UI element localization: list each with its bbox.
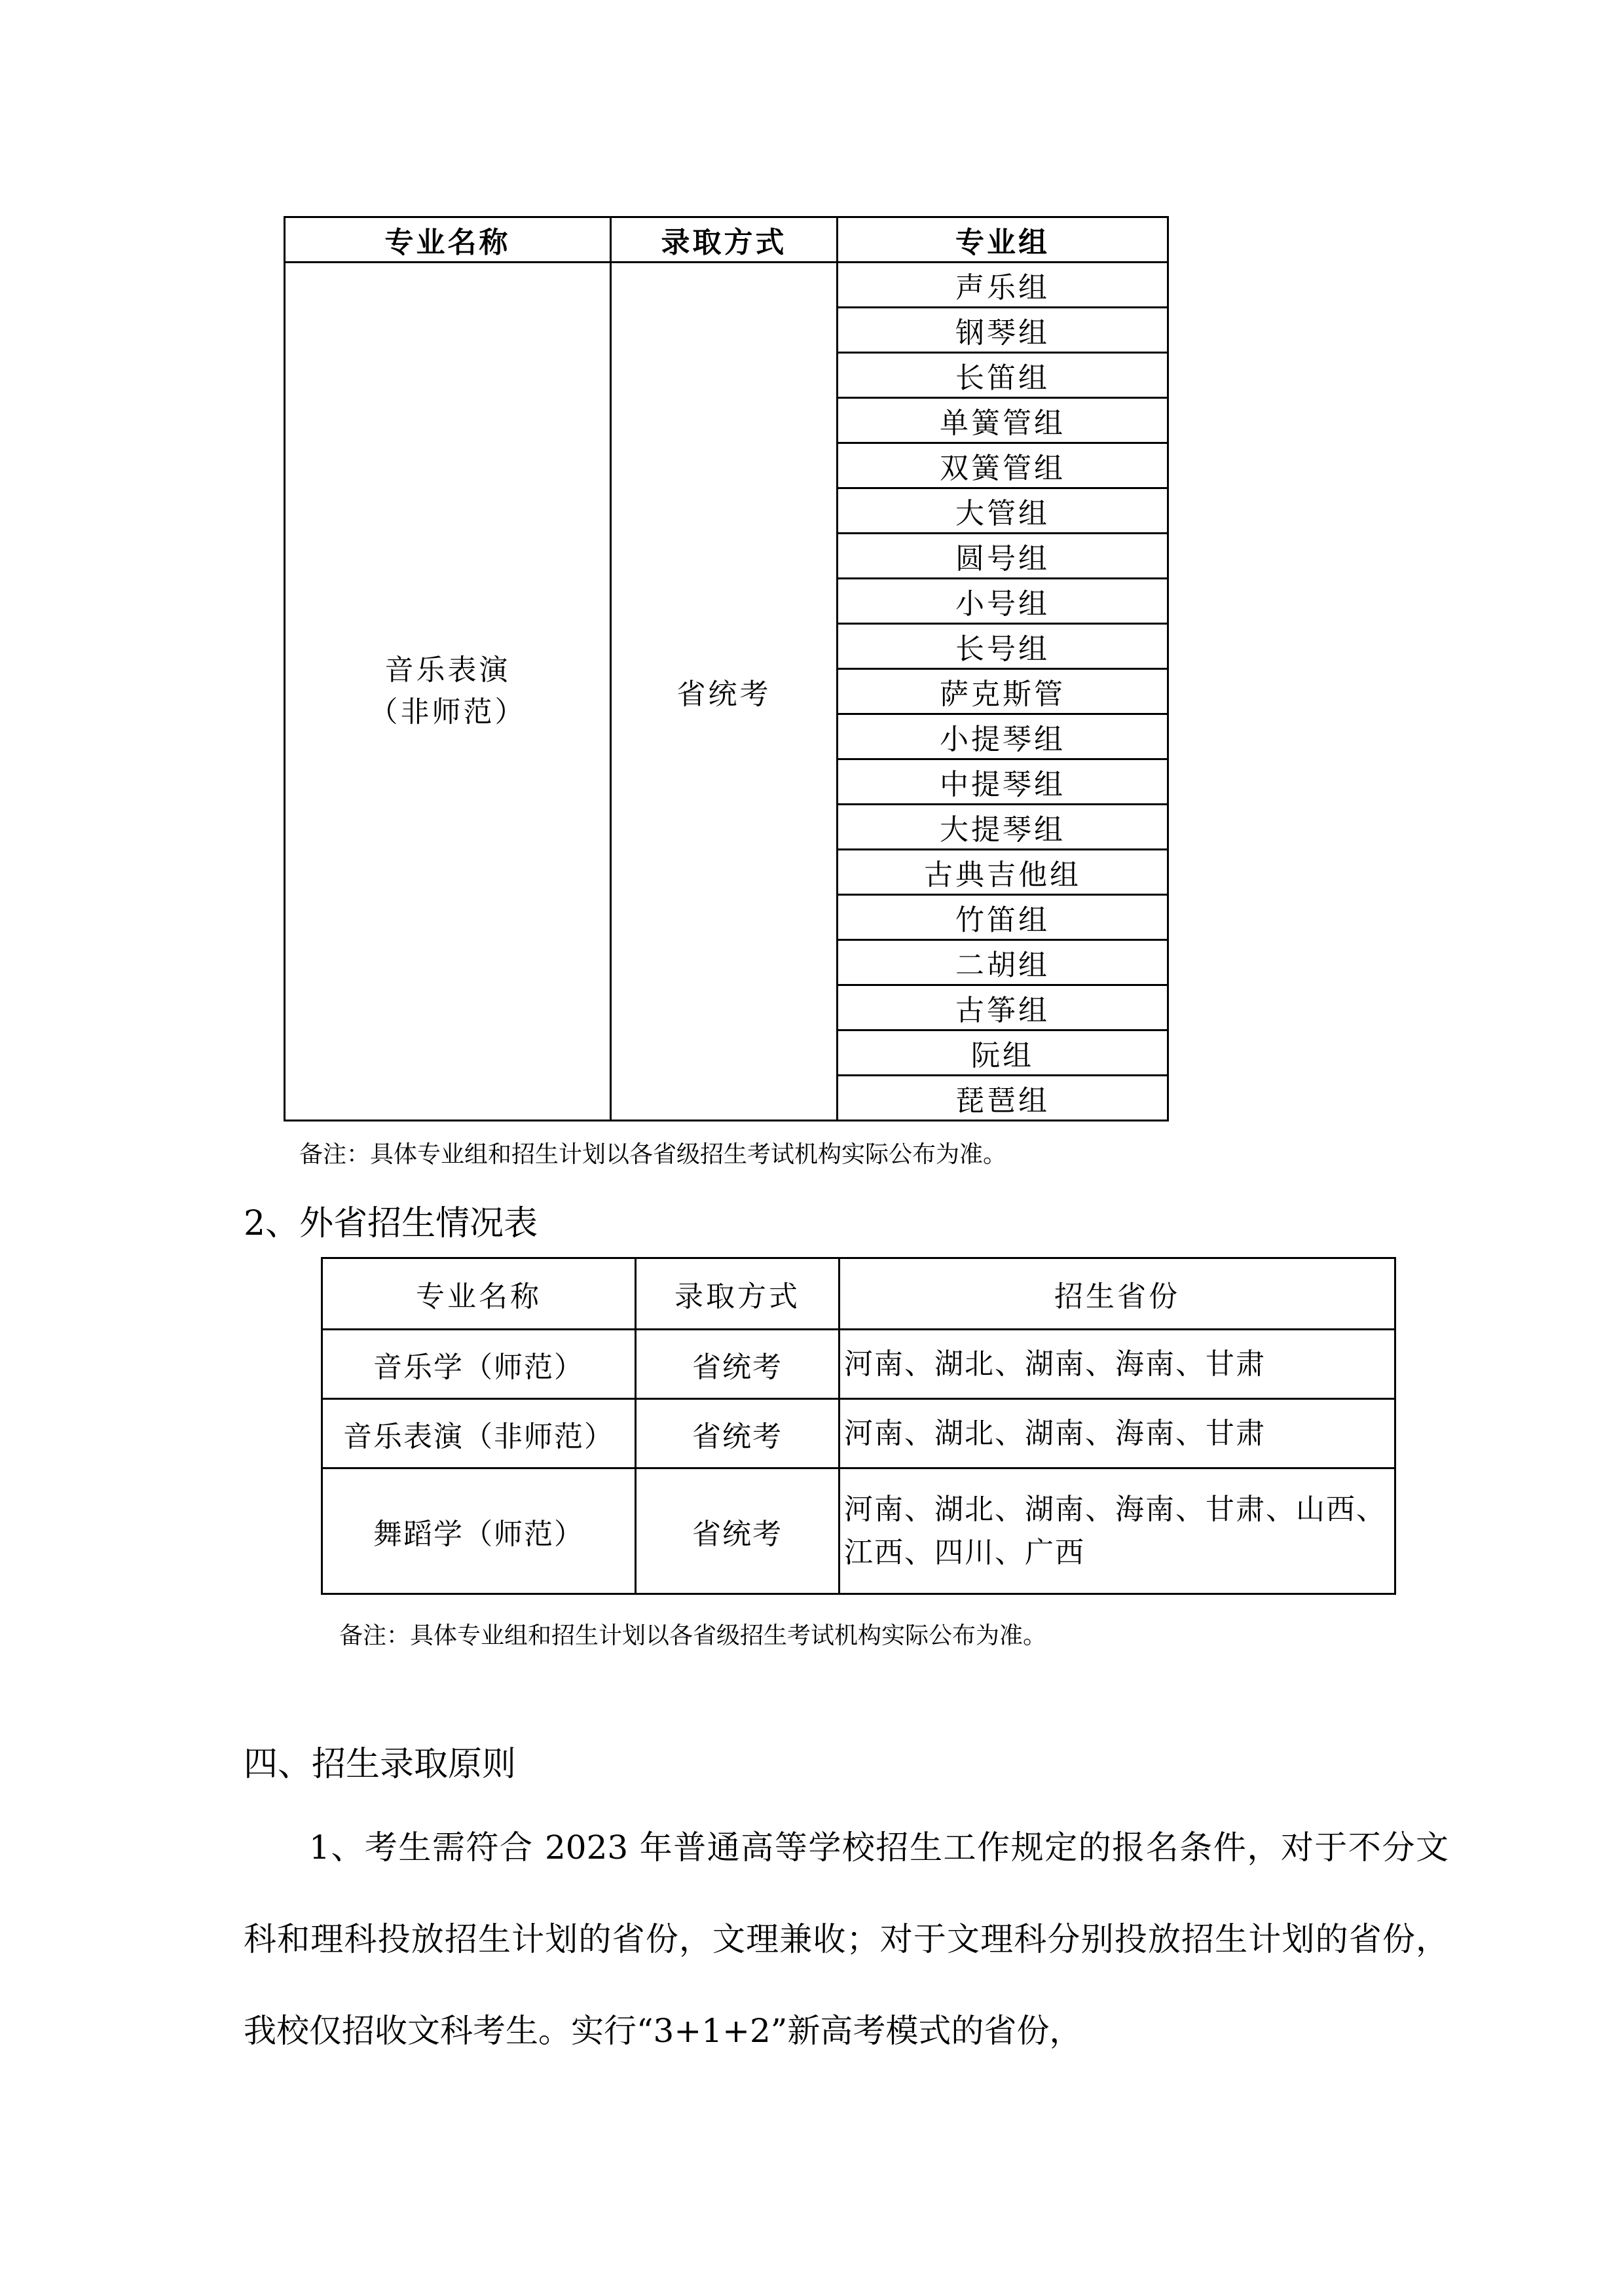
provinces-line-2: 江西、四川、广西 [844, 1535, 1085, 1569]
table1-header-group: 专业组 [838, 217, 1168, 263]
table1-group-cell: 钢琴组 [838, 308, 1168, 353]
table2-header-method: 录取方式 [636, 1258, 840, 1330]
table-row [322, 1399, 1395, 1468]
table1-group-cell: 小提琴组 [838, 714, 1168, 759]
table1-header-major: 专业名称 [285, 217, 611, 263]
table1-group-cell: 长笛组 [838, 353, 1168, 398]
table-row [285, 263, 1168, 308]
table1-major-name: 音乐表演 [384, 653, 511, 687]
table1-group-cell: 中提琴组 [838, 759, 1168, 805]
table2-provinces-cell: 河南、湖北、湖南、海南、甘肃 [840, 1399, 1395, 1468]
table1-body [285, 263, 1168, 1121]
table1-header-method: 录取方式 [611, 217, 838, 263]
table2-provinces-cell [840, 1468, 1395, 1594]
table2-method-cell: 省统考 [636, 1468, 840, 1594]
table1-group-cell: 声乐组 [838, 263, 1168, 308]
table1-major-cell [285, 263, 611, 1121]
table1-group-cell: 阮组 [838, 1030, 1168, 1076]
table1-group-cell: 琵琶组 [838, 1076, 1168, 1121]
table1-group-cell: 圆号组 [838, 534, 1168, 579]
table2-method-cell: 省统考 [636, 1330, 840, 1399]
table1-group-cell: 小号组 [838, 579, 1168, 624]
table2-major-cell: 舞蹈学（师范） [322, 1468, 636, 1594]
table1-group-cell: 二胡组 [838, 940, 1168, 985]
table2-header-major: 专业名称 [322, 1258, 636, 1330]
table2-method-cell: 省统考 [636, 1399, 840, 1468]
table2-note: 备注：具体专业组和招生计划以各省级招生考试机构实际公布为准。 [339, 1622, 1047, 1649]
table1-group-cell: 竹笛组 [838, 895, 1168, 940]
table1-group-cell: 单簧管组 [838, 398, 1168, 443]
provinces-line-1: 河南、湖北、湖南、海南、甘肃、山西、 [844, 1492, 1386, 1526]
table1-group-cell: 双簧管组 [838, 443, 1168, 488]
table2-major-cell: 音乐表演（非师范） [322, 1399, 636, 1468]
table1-method-cell: 省统考 [611, 263, 838, 1121]
table-row [322, 1330, 1395, 1399]
table-row [322, 1468, 1395, 1594]
major-groups-table [284, 216, 1169, 1121]
table2-header-provinces: 招生省份 [840, 1258, 1395, 1330]
table1-major-type: （非师范） [369, 695, 526, 729]
table1-group-cell: 大提琴组 [838, 805, 1168, 850]
table1-group-cell: 古筝组 [838, 985, 1168, 1030]
table1-group-cell: 大管组 [838, 488, 1168, 534]
table1-group-cell: 萨克斯管 [838, 669, 1168, 714]
out-of-province-table [321, 1257, 1396, 1595]
section2-title: 2、外省招生情况表 [244, 1204, 538, 1243]
table2-header-row [322, 1258, 1395, 1330]
table2-provinces-cell: 河南、湖北、湖南、海南、甘肃 [840, 1330, 1395, 1399]
table1-header-row [285, 217, 1168, 263]
table2-major-cell: 音乐学（师范） [322, 1330, 636, 1399]
admission-principle-paragraph: 1、考生需符合 2023 年普通高等学校招生工作规定的报名条件，对于不分文科和理科投放招生计划的省份，文理兼收；对于文理科分别投放招生计划的省份，我校仅招收文科考生。实行“3+1+2”新高考模式的省份， [244, 1829, 1449, 2050]
table1-note: 备注：具体专业组和招生计划以各省级招生考试机构实际公布为准。 [299, 1141, 1007, 1168]
section4-title: 四、招生录取原则 [244, 1745, 517, 1784]
table1-group-cell: 古典吉他组 [838, 850, 1168, 895]
table1-group-cell: 长号组 [838, 624, 1168, 669]
